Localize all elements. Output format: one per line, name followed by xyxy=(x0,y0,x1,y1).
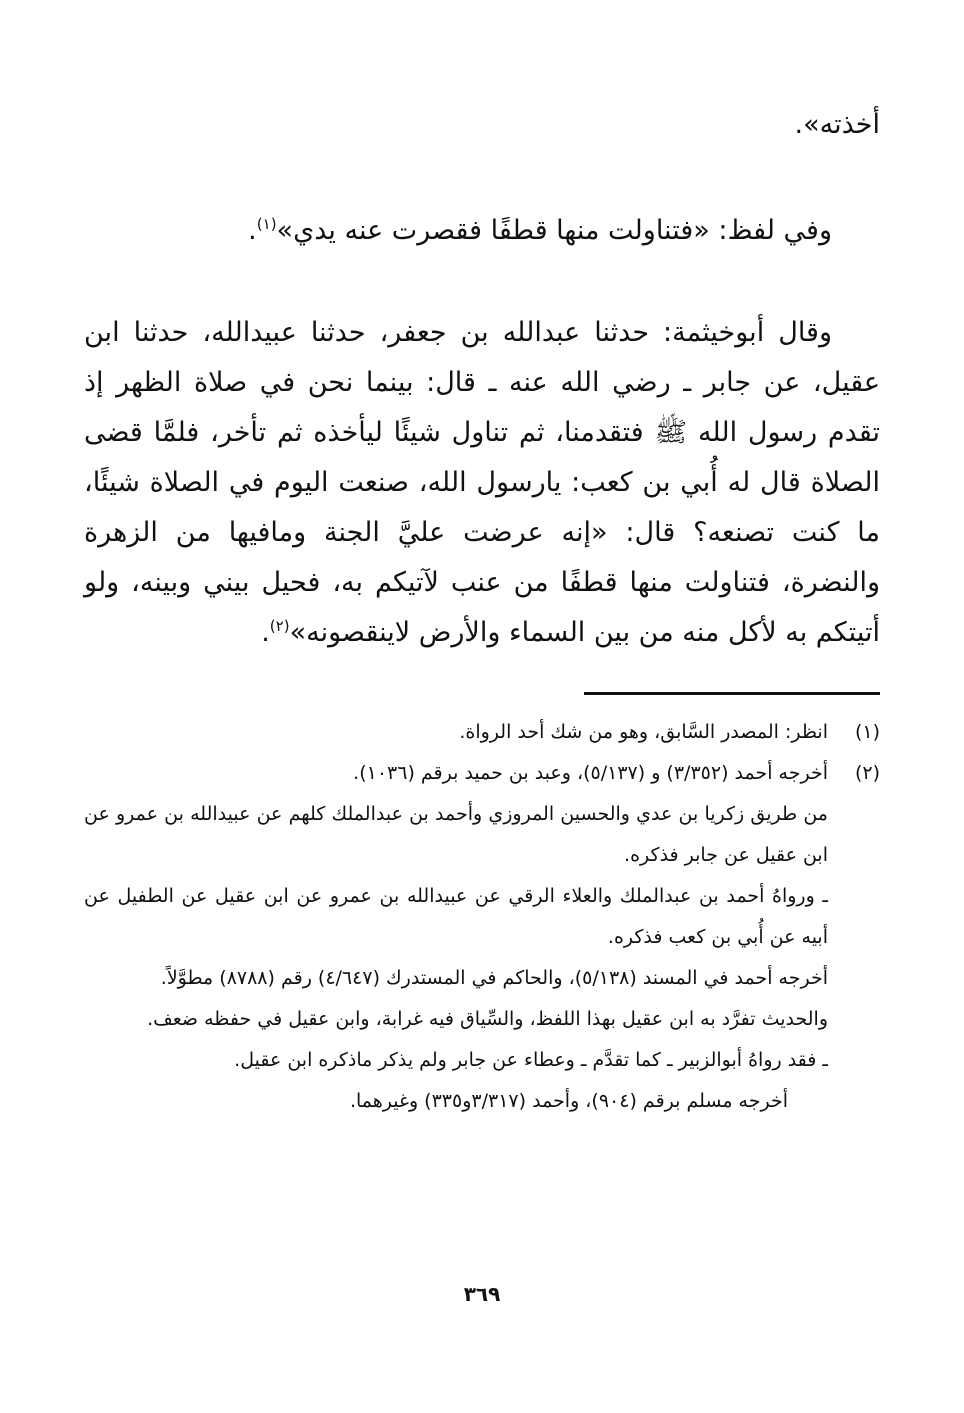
footnote-1 xyxy=(84,712,880,753)
footnote-2-continuation-1: من طريق زكريا بن عدي والحسين المروزي وأحمد بن عبدالملك كلهم عن عبيدالله بن عمرو عن ابن عقيل عن جابر فذكره. xyxy=(84,803,828,866)
intro-text: أخذته». xyxy=(794,109,880,140)
footnote-2-continuation-3: أخرجه أحمد في المسند (٥/١٣٨)، والحاكم في المستدرك (٤/٦٤٧) رقم (٨٧٨٨) مطوَّلاً. xyxy=(160,967,828,989)
footnotes xyxy=(84,712,880,1122)
page-number: ٣٦٩ xyxy=(463,1282,501,1306)
footnote-number: (٢) xyxy=(854,762,880,784)
main-text xyxy=(84,100,880,658)
variant-text: وفي لفظ: «فتناولت منها قطفًا فقصرت عنه يدي» xyxy=(276,215,832,246)
footnote-ref-1[interactable]: (١) xyxy=(256,215,277,233)
footnote-2-continuation-2: ـ ورواهُ أحمد بن عبدالملك والعلاء الرقي عن عبيدالله بن عمرو عن ابن عقيل عن الطفيل عن أبيه عن أُبي بن كعب فذكره. xyxy=(84,885,828,948)
footnote-separator xyxy=(584,692,880,695)
variant-line xyxy=(84,206,880,256)
footnote-2-continuation-5: ـ فقد رواهُ أبوالزبير ـ كما تقدَّم ـ وعطاء عن جابر ولم يذكر ماذكره ابن عقيل. xyxy=(234,1049,828,1071)
intro-line xyxy=(84,100,880,150)
hadith-paragraph xyxy=(84,308,880,658)
footnote-2-continuation-4: والحديث تفرَّد به ابن عقيل بهذا اللفظ، والسِّياق فيه غرابة، وابن عقيل في حفظه ضعف. xyxy=(147,1008,828,1030)
paragraph-text: وقال أبوخيثمة: حدثنا عبدالله بن جعفر، حدثنا عبيدالله، حدثنا ابن عقيل، عن جابر ـ رضي الله عنه ـ قال: بينما نحن في صلاة الظهر إذ تقدم رسول الله ﷺ فتقدمنا، ثم تناول شيئًا ليأخذه ثم تأخر، فلمَّا قضى الصلاة قال له أُبي بن كعب: يارسول الله، صنعت اليوم في الصلاة شيئًا، ما كنت تصنعه؟ قال: «إنه عرضت عليَّ الجنة ومافيها من الزهرة والنضرة، فتناولت منها قطفًا من عنب لآتيكم به، فحيل بيني وبينه، ولو أتيتكم به لأكل منه من بين السماء والأرض لاينقصونه» xyxy=(84,317,880,648)
paragraph-end: . xyxy=(261,617,270,648)
footnote-ref-2[interactable]: (٢) xyxy=(269,617,290,635)
footnote-text: أخرجه أحمد (٣/٣٥٢) و (٥/١٣٧)، وعبد بن حميد برقم (١٠٣٦). xyxy=(353,762,828,784)
footnote-number: (١) xyxy=(854,721,880,743)
footnote-2 xyxy=(84,753,880,794)
footnote-2-continuation-6: أخرجه مسلم برقم (٩٠٤)، وأحمد (٣/٣١٧و٣٣٥) وغيرهما. xyxy=(349,1090,788,1112)
variant-end: . xyxy=(248,215,257,246)
footnote-text: انظر: المصدر السَّابق، وهو من شك أحد الرواة. xyxy=(459,721,828,743)
